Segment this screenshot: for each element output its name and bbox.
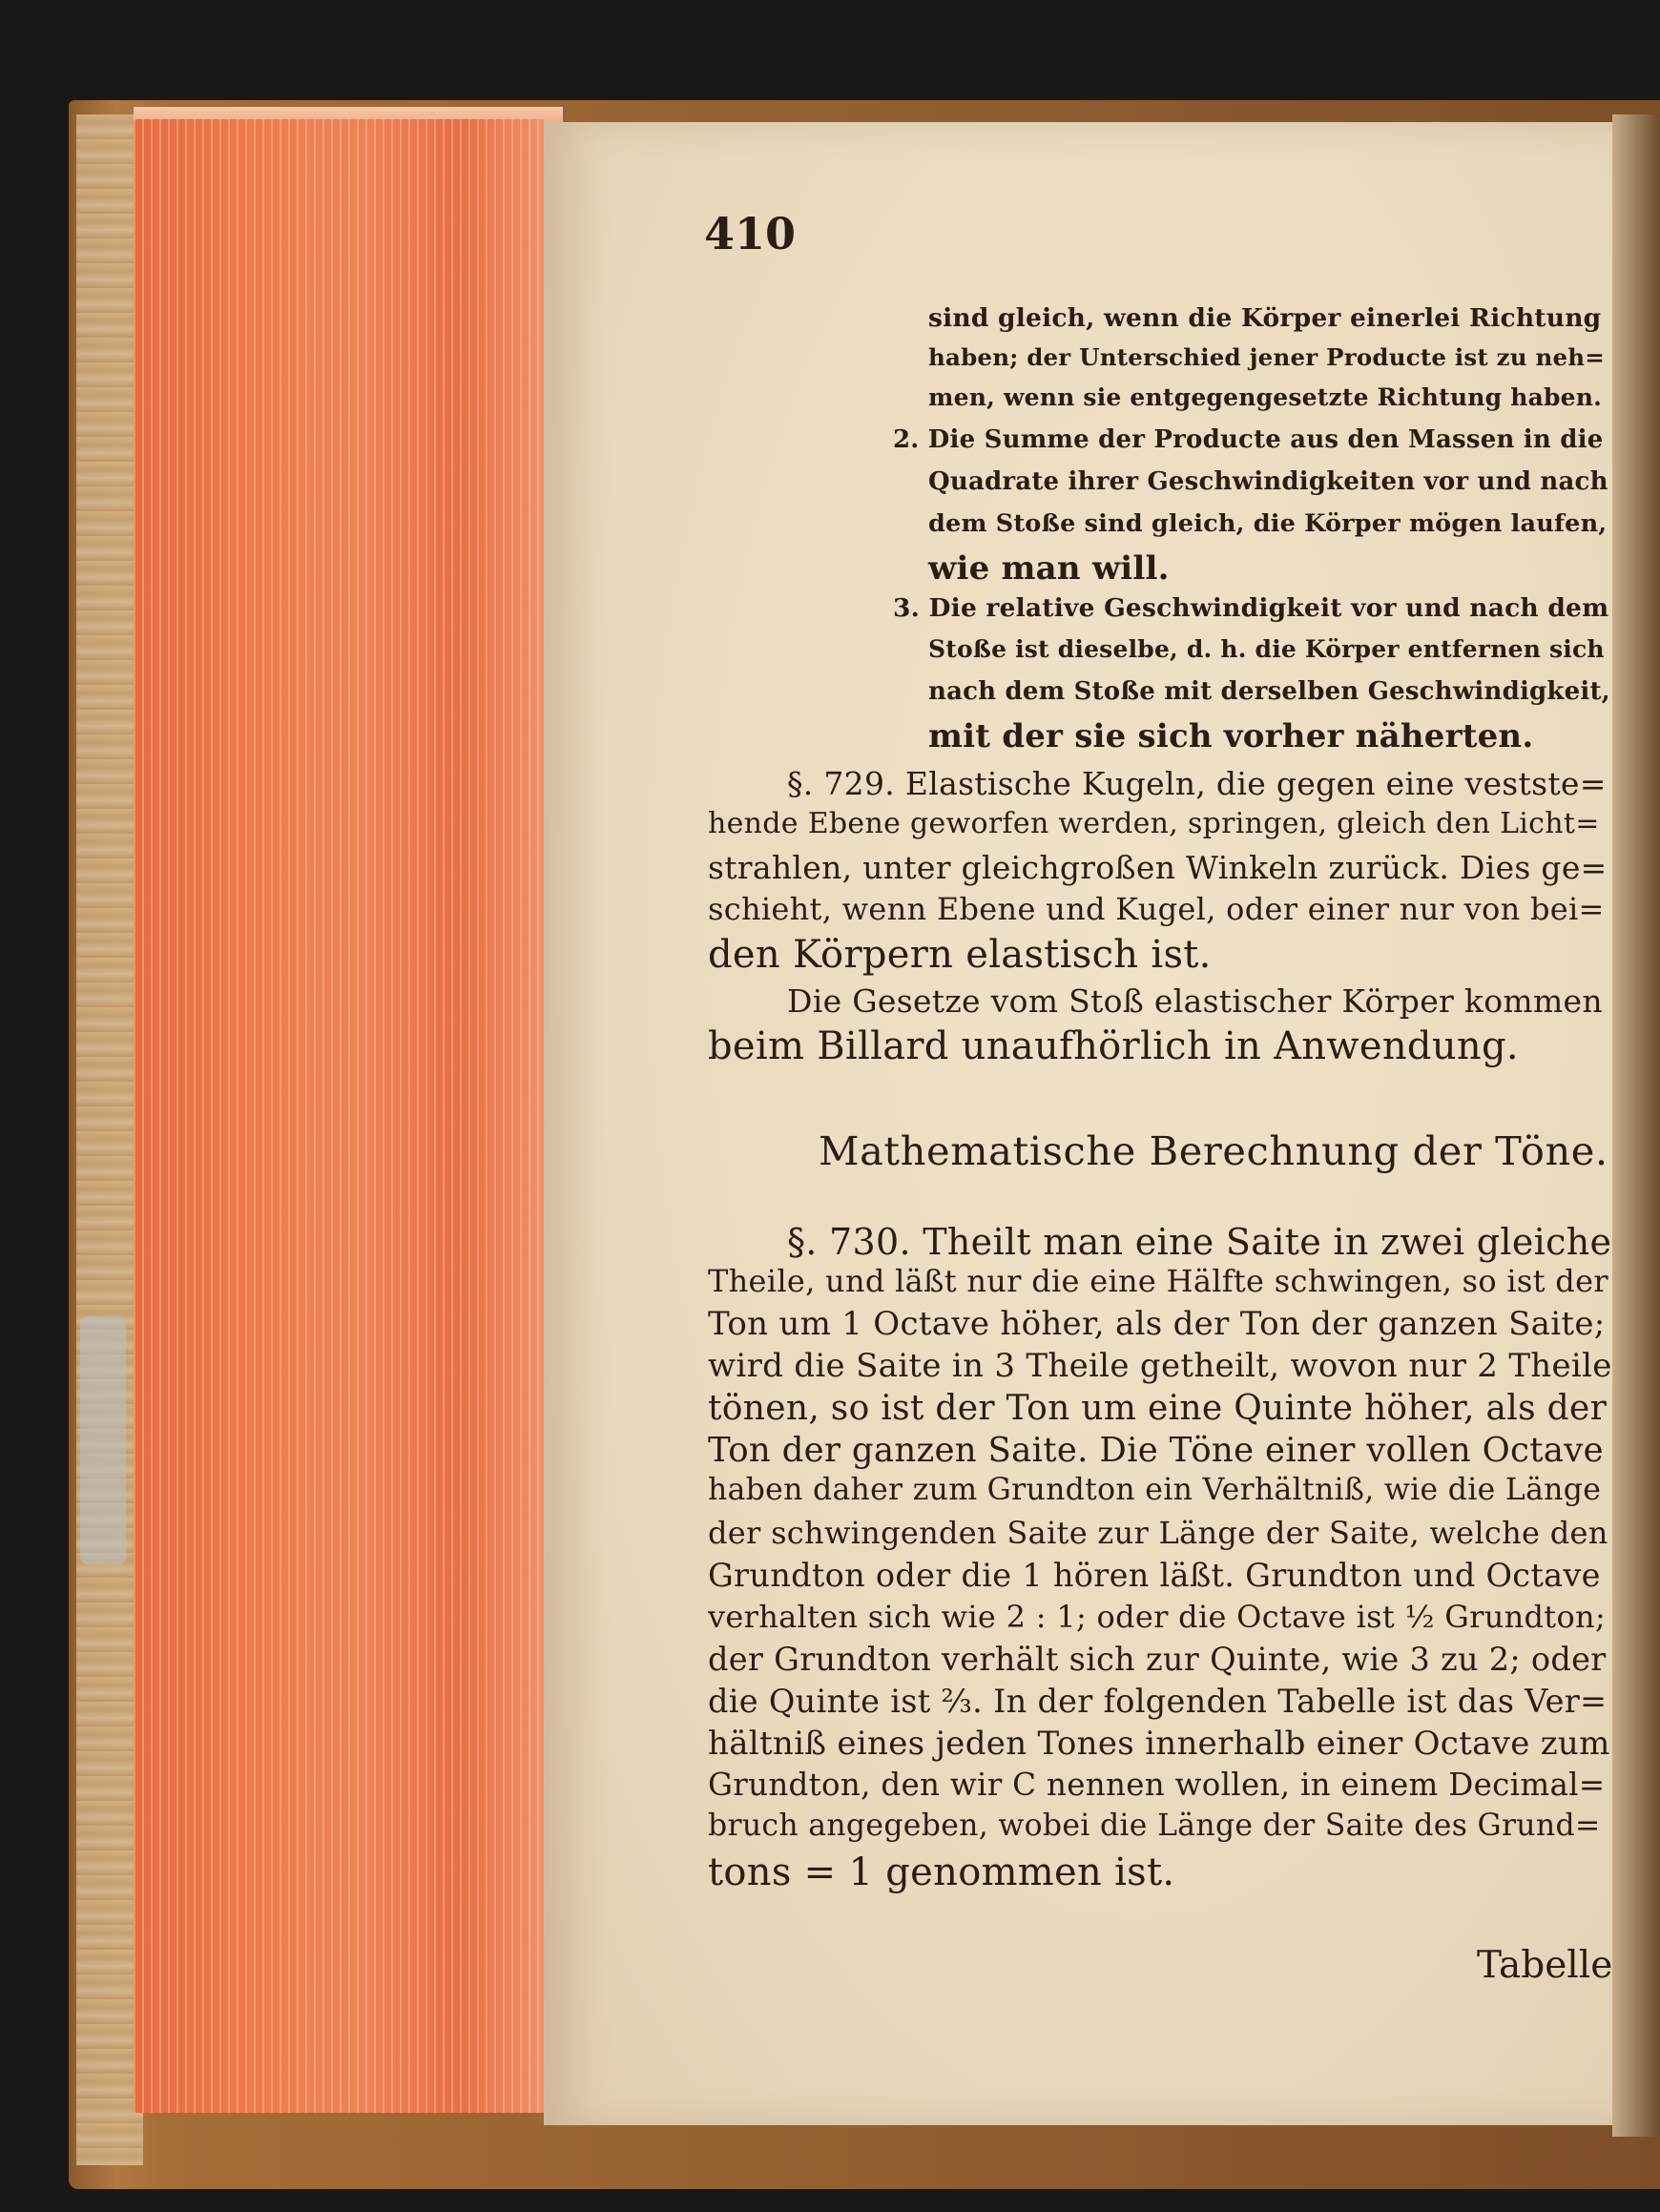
section-730-line: tons = 1 genommen ist. bbox=[708, 1850, 1175, 1894]
section-730-line: der Grundton verhält sich zur Quinte, wie 3 zu 2; oder bbox=[708, 1641, 1607, 1678]
section-729-line: schieht, wenn Ebene und Kugel, oder einer nur von bei= bbox=[708, 891, 1605, 927]
section-730-line: wird die Saite in 3 Theile getheilt, wovon nur 2 Theile bbox=[708, 1347, 1612, 1385]
section-730-line: die Quinte ist ⅔. In der folgenden Tabelle ist das Ver= bbox=[708, 1683, 1608, 1720]
section-730-line: haben daher zum Grundton ein Verhältniß, wie die Länge bbox=[708, 1473, 1602, 1507]
red-page-edges bbox=[134, 119, 544, 2113]
section-730-line: hältniß eines jeden Tones innerhalb einer Octave zum bbox=[708, 1725, 1610, 1763]
section-730-line: Grundton oder die 1 hören läßt. Grundton und Octave bbox=[708, 1557, 1601, 1594]
catchword: Tabelle bbox=[1477, 1944, 1613, 1987]
section-729-line: strahlen, unter gleichgroßen Winkeln zurück. Dies ge= bbox=[708, 849, 1608, 886]
list-item-3-line: nach dem Stoße mit derselben Geschwindigkeit, bbox=[928, 677, 1610, 706]
list-item-3-line: mit der sie sich vorher näherten. bbox=[928, 717, 1534, 755]
list-item-2-line: dem Stoße sind gleich, die Körper mögen laufen, bbox=[928, 509, 1608, 538]
list-item-2-line: Quadrate ihrer Geschwindigkeiten vor und nach bbox=[928, 467, 1608, 496]
section-730-line: der schwingenden Saite zur Länge der Saite, welche den bbox=[708, 1515, 1608, 1551]
gutter-shadow bbox=[1612, 114, 1660, 2137]
section-730-line: verhalten sich wie 2 : 1; oder die Octave ist ½ Grundton; bbox=[708, 1599, 1607, 1635]
list-item-2-line: wie man will. bbox=[928, 549, 1170, 588]
page-number: 410 bbox=[704, 208, 797, 259]
text-line: men, wenn sie entgegengesetzte Richtung haben. bbox=[928, 383, 1603, 411]
section-729-line: den Körpern elastisch ist. bbox=[708, 933, 1212, 977]
section-729-line: §. 729. Elastische Kugeln, die gegen eine vestste= bbox=[787, 765, 1607, 802]
section-729-line: hende Ebene geworfen werden, springen, gleich den Licht= bbox=[708, 807, 1600, 840]
spine-stain bbox=[80, 1316, 126, 1564]
billard-paragraph-line: Die Gesetze vom Stoß elastischer Körper kommen bbox=[787, 982, 1603, 1020]
section-730-line: Ton der ganzen Saite. Die Töne einer vollen Octave bbox=[708, 1431, 1604, 1470]
section-730-line: tönen, so ist der Ton um eine Quinte höher, als der bbox=[708, 1389, 1608, 1428]
billard-paragraph-line: beim Billard unaufhörlich in Anwendung. bbox=[708, 1024, 1519, 1068]
section-730-line: Ton um 1 Octave höher, als der Ton der ganzen Saite; bbox=[708, 1305, 1606, 1343]
list-item-2-line: 2. Die Summe der Producte aus den Massen in die bbox=[893, 425, 1604, 454]
list-item-3-line: Stoße ist dieselbe, d. h. die Körper entfernen sich bbox=[928, 635, 1605, 663]
section-730-line: Theile, und läßt nur die eine Hälfte schwingen, so ist der bbox=[708, 1263, 1608, 1299]
section-heading: Mathematische Berechnung der Töne. bbox=[819, 1127, 1608, 1174]
section-730-line: Grundton, den wir C nennen wollen, in einem Decimal= bbox=[708, 1767, 1606, 1803]
text-line: haben; der Unterschied jener Producte ist zu neh= bbox=[928, 343, 1606, 371]
list-item-3-line: 3. Die relative Geschwindigkeit vor und nach dem bbox=[893, 593, 1609, 623]
section-730-line: §. 730. Theilt man eine Saite in zwei gleiche bbox=[787, 1221, 1612, 1263]
section-730-line: bruch angegeben, wobei die Länge der Saite des Grund= bbox=[708, 1809, 1601, 1843]
text-line: sind gleich, wenn die Körper einerlei Richtung bbox=[928, 303, 1602, 333]
